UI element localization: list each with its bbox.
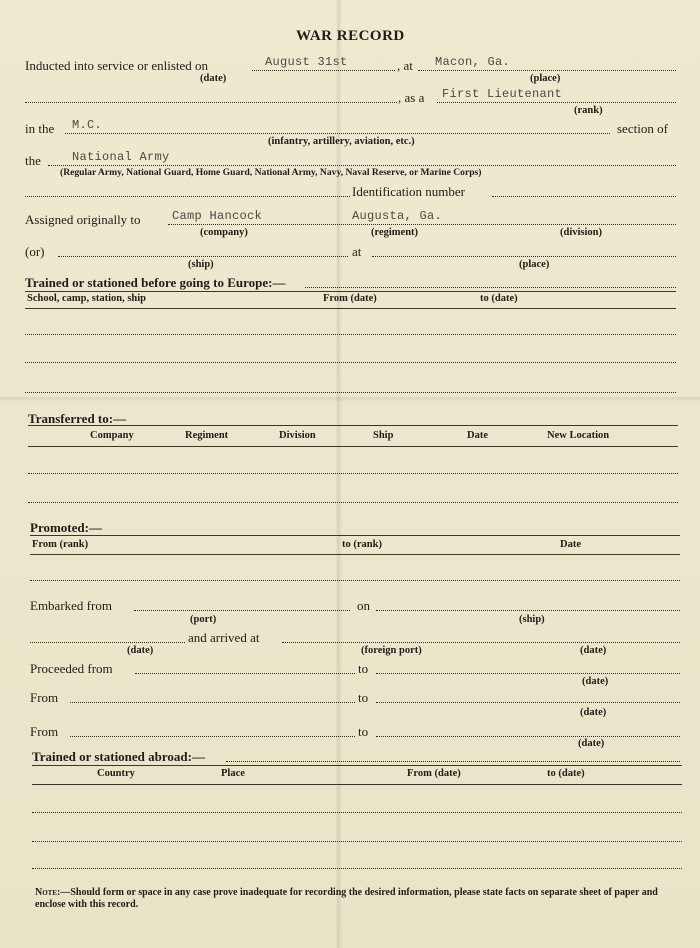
col-to-date: to (date) <box>480 293 518 304</box>
col-country: Country <box>97 768 135 779</box>
regiment-hint: (regiment) <box>371 227 419 238</box>
from-label-2: From <box>30 690 59 705</box>
assigned-label: Assigned originally to <box>25 212 141 227</box>
trained-before-heading: Trained or stationed before going to Europe:— <box>25 275 286 290</box>
blank-row[interactable] <box>32 868 682 869</box>
table-rule <box>30 535 680 536</box>
col-regiment: Regiment <box>185 430 229 441</box>
inducted-place-line[interactable] <box>418 70 676 71</box>
note-text: Should form or space in any case prove inadequate for recording the desired information, please state facts on separate sheet of paper and enclose with this record. <box>35 887 658 910</box>
company-hint: (company) <box>200 227 248 238</box>
army-hint: (Regular Army, National Guard, Home Guard, National Army, Navy, Naval Reserve, or Marine Corps) <box>60 167 482 178</box>
inducted-date-line[interactable] <box>252 70 395 71</box>
rank-hint: (rank) <box>574 105 603 116</box>
promoted-heading: Promoted:— <box>30 520 102 535</box>
col-from-rank: From (rank) <box>32 539 89 550</box>
col-promo-date: Date <box>560 539 581 550</box>
line5-blank[interactable] <box>25 196 350 197</box>
embarked-port-line[interactable] <box>134 610 350 611</box>
arrived-label: and arrived at <box>188 630 260 645</box>
col-date: Date <box>467 430 488 441</box>
proceeded-to-label: to <box>358 661 369 676</box>
division-hint: (division) <box>560 227 603 238</box>
embarked-label: Embarked from <box>30 598 112 613</box>
rank-line[interactable] <box>437 102 676 103</box>
identification-label: Identification number <box>352 184 465 199</box>
or-at-label: at <box>352 244 362 259</box>
table-rule <box>25 291 676 292</box>
from-line-3[interactable] <box>70 736 355 737</box>
branch-line[interactable] <box>65 133 610 134</box>
form-note <box>35 887 687 911</box>
table-rule <box>28 425 678 426</box>
arrival-date-hint-2: (date) <box>580 645 607 656</box>
on-label: on <box>357 598 370 613</box>
identification-line[interactable] <box>492 196 676 197</box>
section-of-label: section of <box>617 121 668 136</box>
from-label-3: From <box>30 724 59 739</box>
the-label: the <box>25 153 41 168</box>
proceeded-from-label: Proceeded from <box>30 661 113 676</box>
blank-row[interactable] <box>25 392 676 393</box>
to-label-2: to <box>358 690 369 705</box>
from-line-2[interactable] <box>70 702 355 703</box>
arrived-line[interactable] <box>282 642 680 643</box>
col-to-rank: to (rank) <box>342 539 382 550</box>
trained-before-line[interactable] <box>305 287 676 288</box>
army-line[interactable] <box>48 165 676 166</box>
blank-row[interactable] <box>25 334 676 335</box>
table-rule <box>32 765 682 766</box>
inducted-date-value[interactable]: August 31st <box>265 55 348 69</box>
form-title: WAR RECORD <box>296 28 405 44</box>
to-line-3[interactable] <box>376 736 680 737</box>
col-abroad-from: From (date) <box>407 768 461 779</box>
place-hint-2: (place) <box>519 259 550 270</box>
table-rule <box>32 784 682 785</box>
col-place: Place <box>221 768 245 779</box>
date-hint-b: (date) <box>580 707 607 718</box>
ship-hint: (ship) <box>188 259 214 270</box>
company-value[interactable]: Camp Hancock <box>172 209 263 223</box>
port-hint: (port) <box>190 614 217 625</box>
blank-row[interactable] <box>32 841 682 842</box>
trained-abroad-line[interactable] <box>226 761 680 762</box>
col-school: School, camp, station, ship <box>27 293 147 304</box>
to-label-3: to <box>358 724 369 739</box>
rank-value[interactable]: First Lieutenant <box>442 87 563 101</box>
date-hint: (date) <box>200 73 227 84</box>
inducted-label: Inducted into service or enlisted on <box>25 58 209 73</box>
proceeded-to-line[interactable] <box>376 673 680 674</box>
col-from-date: From (date) <box>323 293 377 304</box>
at-label: , at <box>397 58 413 73</box>
blank-row[interactable] <box>30 580 680 581</box>
or-place-line[interactable] <box>372 256 676 257</box>
proceeded-from-line[interactable] <box>135 673 355 674</box>
col-new-location: New Location <box>547 430 610 441</box>
to-line-2[interactable] <box>376 702 680 703</box>
table-rule <box>25 308 676 309</box>
embarked-ship-line[interactable] <box>376 610 680 611</box>
table-rule <box>30 554 680 555</box>
place-hint: (place) <box>530 73 561 84</box>
blank-row[interactable] <box>32 812 682 813</box>
arrival-date-hint: (date) <box>127 645 154 656</box>
regiment-value[interactable]: Augusta, Ga. <box>352 209 443 223</box>
blank-row[interactable] <box>25 362 676 363</box>
date-hint-a: (date) <box>582 676 609 687</box>
or-ship-line[interactable] <box>58 256 348 257</box>
in-the-label: in the <box>25 121 55 136</box>
foreign-port-hint: (foreign port) <box>361 645 422 656</box>
col-division: Division <box>279 430 316 441</box>
table-rule <box>28 446 678 447</box>
transferred-heading: Transferred to:— <box>28 411 127 426</box>
col-ship: Ship <box>373 430 394 441</box>
assigned-line[interactable] <box>168 224 676 225</box>
note-lead: Note:— <box>35 887 71 898</box>
branch-hint: (infantry, artillery, aviation, etc.) <box>268 136 415 147</box>
trained-abroad-heading: Trained or stationed abroad:— <box>32 749 205 764</box>
ship-hint-2: (ship) <box>519 614 545 625</box>
col-abroad-to: to (date) <box>547 768 585 779</box>
line2-blank[interactable] <box>25 102 397 103</box>
col-company: Company <box>90 430 134 441</box>
or-label: (or) <box>25 244 45 259</box>
departure-date-line[interactable] <box>30 642 185 643</box>
branch-value[interactable]: M.C. <box>72 118 103 132</box>
date-hint-c: (date) <box>578 738 605 749</box>
inducted-place-value[interactable]: Macon, Ga. <box>435 55 511 69</box>
army-value[interactable]: National Army <box>72 150 170 164</box>
blank-row[interactable] <box>28 473 678 474</box>
blank-row[interactable] <box>28 502 678 503</box>
as-a-label: , as a <box>398 90 425 105</box>
